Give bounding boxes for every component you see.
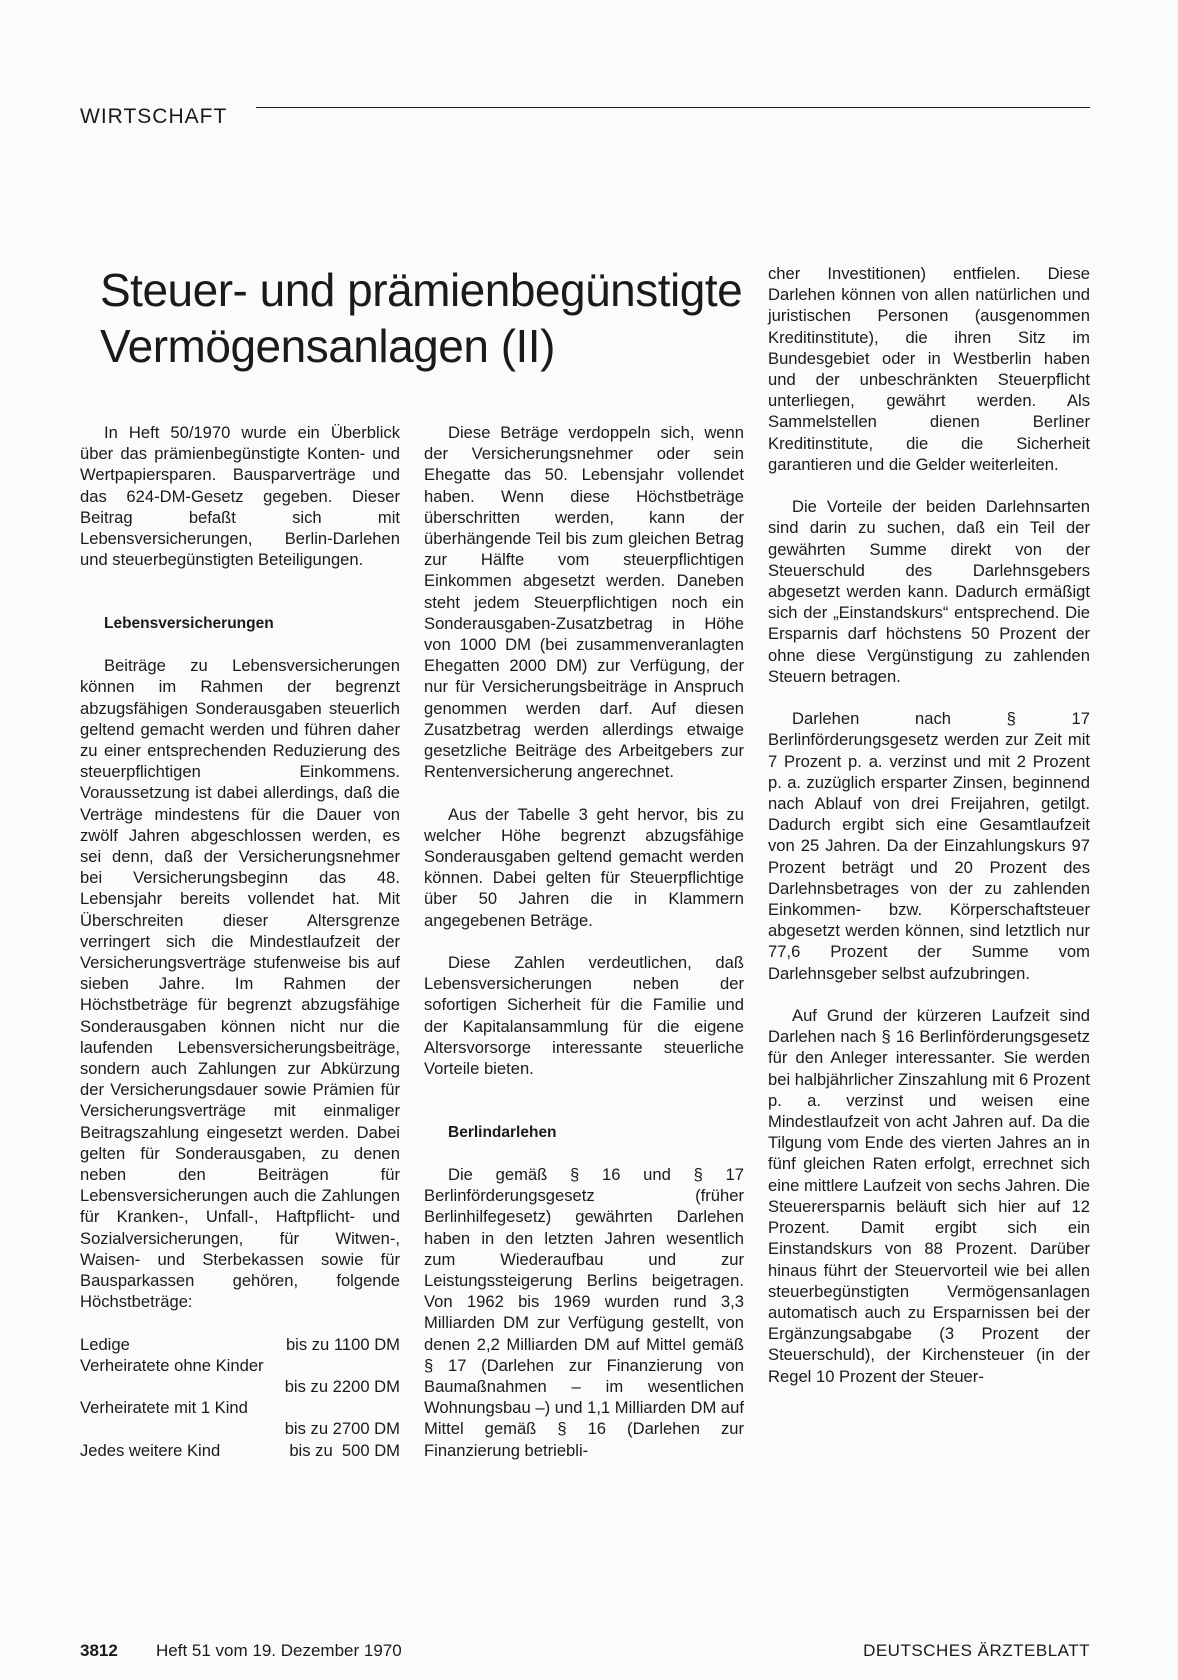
max-amounts-table <box>80 1334 400 1461</box>
max-amount-label: Verheiratete mit 1 Kind <box>80 1398 248 1418</box>
section-header <box>80 104 1090 130</box>
text-column-2 <box>424 422 744 1461</box>
paragraph: Auf Grund der kürzeren Laufzeit sind Darlehen nach § 16 Berlinförderungsgesetz für den Anleger interessanter. Sie werden bei halbjährlicher Zinszahlung mit 6 Prozent p. a. verzinst und weisen eine Mindestlaufzeit von acht Jahren auf. Da die Tilgung vom Ende des vierten Jahres an in fünf gleichen Raten erfolgt, errechnet sich eine mittlere Laufzeit von sechs Jahren. Die Steuerersparnis beläuft sich hier auf 12 Prozent. Damit ergibt sich ein Einstandskurs von 88 Prozent. Darüber hinaus führt der Steuervorteil wie bei allen steuerbegünstigten Vermögensanlagen automatisch auch zu Ersparnissen bei der Ergänzungsabgabe (3 Prozent der Steuerschuld), der Kirchensteuer (in der Regel 10 Prozent der Steuer- <box>768 1006 1090 1386</box>
text-column-3 <box>768 263 1090 1387</box>
max-amount-value: bis zu 2700 DM <box>284 1419 400 1439</box>
max-amount-row <box>80 1334 400 1355</box>
paragraph: Diese Beträge verdoppeln sich, wenn der Versicherungsnehmer oder sein Ehegatte das 50. Lebensjahr vollendet haben. Wenn diese Höchstbeträge überschritten werden, kann der überhängende Teil bis zum gleichen Betrag zur Hälfte vom steuerpflichtigen Einkommen abgesetzt werden. Daneben steht jedem Steuerpflichtigen noch ein Sonderausgaben-Zusatzbetrag in Höhe von 1000 DM (bei zusammenveranlagten Ehegatten 2000 DM) zur Verfügung, der nur für Versicherungsbeiträge in Anspruch genommen werden darf. Auf diesen Zusatzbetrag werden allerdings etwaige gesetzliche Beiträge des Arbeitgebers zur Rentenversicherung angerechnet. <box>424 423 744 782</box>
max-amount-row <box>80 1418 400 1439</box>
section-divider <box>256 107 1090 108</box>
max-amount-label: Ledige <box>80 1334 130 1354</box>
paragraph: Diese Zahlen verdeutlichen, daß Lebensversicherungen neben der sofortigen Sicherheit für die Familie und der Kapitalansammlung für die eigene Altersvorsorge interessante steuerliche Vorteile bieten. <box>424 953 744 1079</box>
journal-name: DEUTSCHES ÄRZTEBLATT <box>863 1641 1090 1660</box>
issue-info: Heft 51 vom 19. Dezember 1970 <box>156 1641 402 1660</box>
page-footer <box>80 1640 1090 1662</box>
paragraph: Die Vorteile der beiden Darlehnsarten sind darin zu suchen, daß ein Teil der gewährten Summe direkt von der Steuerschuld des Darlehnsgebers abgesetzt werden kann. Dadurch ermäßigt sich der „Einstandskurs“ entsprechend. Die Ersparnis darf höchstens 50 Prozent der ohne diese Vergünstigung zu zahlenden Steuern betragen. <box>768 497 1090 686</box>
max-amount-row <box>80 1355 400 1376</box>
section-label: WIRTSCHAFT <box>80 105 228 128</box>
paragraph: Aus der Tabelle 3 geht hervor, bis zu welcher Höhe begrenzt abzugsfähige Sonderausgaben geltend gemacht werden können. Dabei gelten für Steuerpflichtige über 50 Jahren die in Klammern angegebenen Beträge. <box>424 804 744 930</box>
max-amount-label: Verheiratete ohne Kinder <box>80 1355 264 1375</box>
max-amount-row <box>80 1440 400 1461</box>
max-amount-row <box>80 1376 400 1397</box>
page-number: 3812 <box>80 1641 118 1660</box>
paragraph: cher Investitionen) entfielen. Diese Darlehen können von allen natürlichen und juristischen Personen (ausgenommen Kreditinstitute), die ihren Sitz im Bundesgebiet oder in Westberlin haben und der unbeschränkten Steuerpflicht unterliegen, gewährt werden. Als Sammelstellen dienen Berliner Kreditinstitute, die die Sicherheit garantieren und die Gelder weiterleiten. <box>768 264 1090 474</box>
max-amount-value: bis zu 500 DM <box>289 1440 400 1460</box>
subheading-life-insurance: Lebensversicherungen <box>104 614 274 632</box>
max-amount-value: bis zu 1100 DM <box>285 1334 400 1354</box>
paragraph: Darlehen nach § 17 Berlinförderungsgesetz werden zur Zeit mit 7 Prozent p. a. verzinst und mit 2 Prozent p. a. zuzüglich ersparter Zinsen, beginnend nach Ablauf von drei Freijahren, getilgt. Dadurch ergibt sich eine Gesamtlaufzeit von 25 Jahren. Da der Einzahlungskurs 97 Prozent beträgt und 20 Prozent des Darlehnsbetrages von der zu zahlenden Einkommen- bzw. Körperschaftsteuer abgesetzt werden können, sind letztlich nur 77,6 Prozent der Summe vom Darlehnsgeber selbst aufzubringen. <box>768 709 1090 983</box>
max-amount-label: Jedes weitere Kind <box>80 1440 221 1460</box>
max-amount-row <box>80 1397 400 1418</box>
article-title <box>100 262 760 374</box>
subheading-berlin-loans: Berlindarlehen <box>448 1123 557 1141</box>
article-title-line2: Vermögensanlagen (II) <box>100 320 555 372</box>
life-insurance-paragraph: Beiträge zu Lebensversicherungen können im Rahmen der begrenzt abzugsfähigen Sonderausgaben steuerlich geltend gemacht werden und führen daher zu einer entsprechenden Reduzierung des steuerpflichtigen Einkommens. Voraussetzung ist dabei allerdings, daß die Verträge mindestens für die Dauer von zwölf Jahren abgeschlossen werden, es sei denn, daß der Versicherungsnehmer bei Versicherungsbeginn das 48. Lebensjahr bereits vollendet hat. Mit Überschreiten dieser Altersgrenze verringert sich die Mindestlaufzeit der Versicherungsverträge stufenweise bis auf sieben Jahre. Im Rahmen der Höchstbeträge für begrenzt abzugsfähige Sonderausgaben können nicht nur die laufenden Lebensversicherungsbeiträge, sondern auch Zahlungen zur Abkürzung der Versicherungsdauer sowie Prämien für Versicherungsverträge mit einmaliger Beitragszahlung eingesetzt werden. Dabei gelten für Sonderausgaben, zu denen neben den Beiträgen für Lebensversicherungen auch die Zahlungen für Kranken-, Unfall-, Haftpflicht- und Sozialversicherungen, für Witwen-, Waisen- und Sterbekassen sowie für Bausparkassen gehören, folgende Höchstbeträge: <box>80 656 400 1312</box>
article-title-line1: Steuer- und prämienbegünstigte <box>100 264 743 316</box>
intro-paragraph: In Heft 50/1970 wurde ein Überblick über das prämienbegünstigte Konten- und Wertpapiersparen. Bausparverträge und das 624-DM-Gesetz gegeben. Dieser Beitrag befaßt sich mit Lebensversicherungen, Berlin-Darlehen und steuerbegünstigten Beteiligungen. <box>80 423 400 570</box>
paragraph: Die gemäß § 16 und § 17 Berlinförderungsgesetz (früher Berlinhilfegesetz) gewährten Darlehen haben in den letzten Jahren wesentlich zum Wiederaufbau und zur Leistungssteigerung Berlins beigetragen. Von 1962 bis 1969 wurden rund 3,3 Milliarden DM zur Verfügung gestellt, von denen 2,2 Milliarden DM auf Mittel gemäß § 17 (Darlehen zur Finanzierung von Baumaßnahmen – im wesentlichen Wohnungsbau –) und 1,1 Milliarden DM auf Mittel gemäß § 16 (Darlehen zur Finanzierung betriebli- <box>424 1165 744 1460</box>
max-amount-value: bis zu 2200 DM <box>284 1377 400 1397</box>
text-column-1 <box>80 422 400 1461</box>
